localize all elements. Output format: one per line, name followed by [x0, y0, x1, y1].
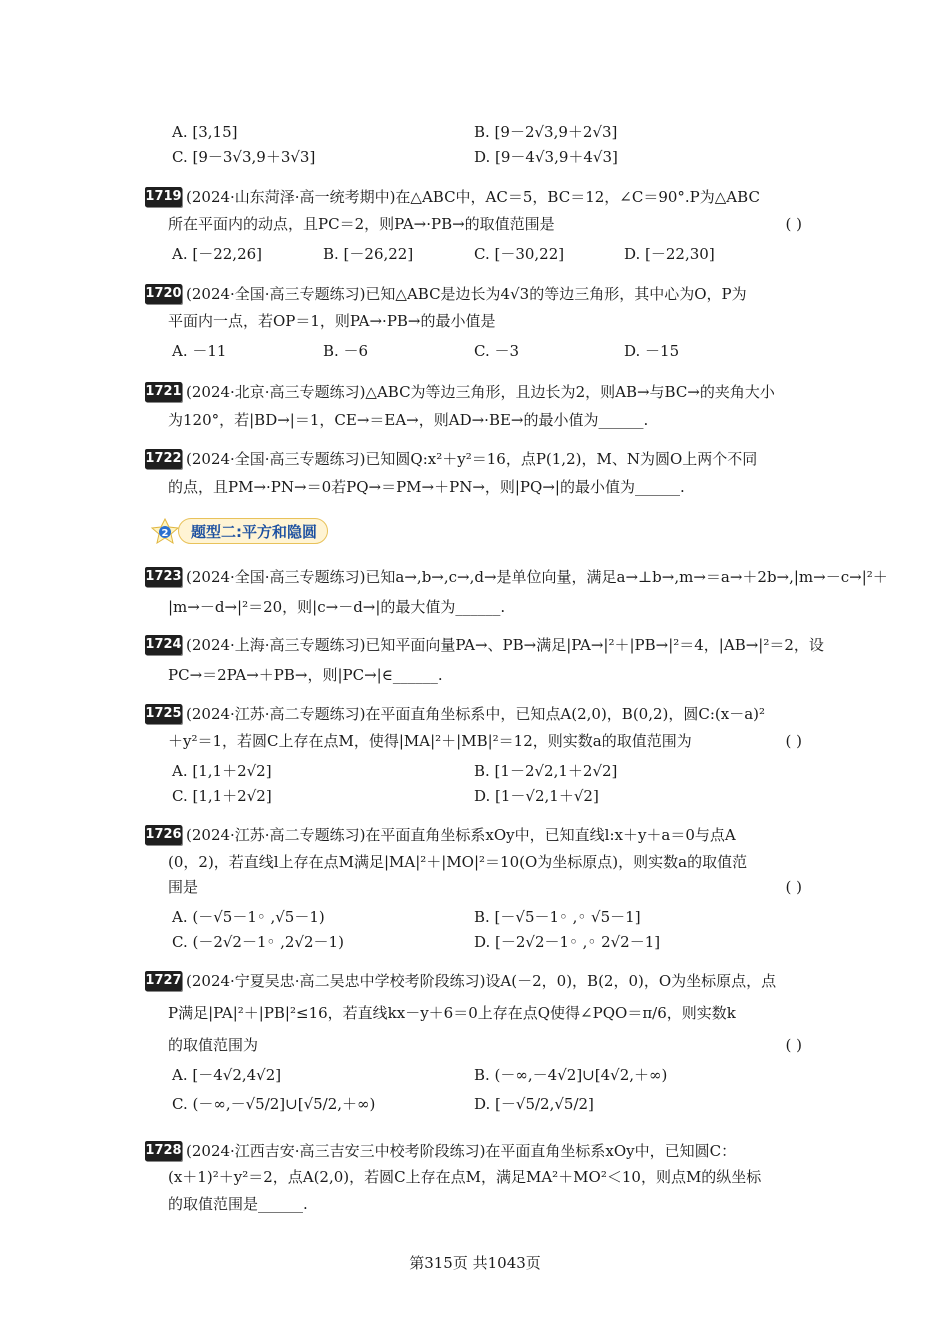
option-d: D. [－√5/2,√5/2]: [474, 1095, 594, 1113]
option-a: A. [－4√2,4√2]: [172, 1066, 282, 1084]
option-d: D. [1－√2,1＋√2]: [474, 787, 599, 805]
option-b: B. [1－2√2,1＋2√2]: [474, 762, 618, 780]
problem-text: ＋y²＝1，若圆C上存在点M，使得|MA|²＋|MB|²＝12，则实数a的取值范围为: [168, 732, 692, 750]
option-b: B. [－26,22]: [323, 245, 414, 263]
problem-text: (2024·全国·高三专题练习)已知△ABC是边长为4√3的等边三角形，其中心为O，P为: [186, 285, 747, 303]
problem-text: (2024·全国·高三专题练习)已知圆Q:x²＋y²＝16，点P(1,2)，M、N为圆O上两个不同: [186, 450, 758, 468]
option-a: A. [3,15]: [172, 123, 238, 141]
problem-text: (x＋1)²＋y²＝2，点A(2,0)，若圆C上存在点M，满足MA²＋MO²＜10，则点M的纵坐标: [168, 1168, 762, 1186]
option-d: D. [－2√2－1◦ ,◦ 2√2－1]: [474, 933, 661, 951]
problem-number: 1723: [145, 567, 182, 587]
problem-text: (2024·全国·高三专题练习)已知a→,b→,c→,d→是单位向量，满足a→⊥b→,m→＝a→＋2b→,|m→－c→|²＋: [186, 568, 888, 586]
option-c: C. (－2√2－1◦ ,2√2－1): [172, 933, 344, 951]
problem-number: 1719: [145, 187, 182, 207]
option-b: B. [－√5－1◦ ,◦ √5－1]: [474, 908, 641, 926]
option-a: A. (－√5－1◦ ,√5－1): [172, 908, 325, 926]
problem-text: |m→－d→|²＝20，则|c→－d→|的最大值为______.: [168, 598, 506, 616]
option-a: A. [－22,26]: [172, 245, 263, 263]
answer-parentheses: ( ): [785, 215, 802, 233]
problem-number: 1726: [145, 825, 182, 845]
option-b: B. －6: [323, 342, 369, 360]
answer-parentheses: ( ): [785, 1036, 802, 1054]
problem-text: PC→＝2PA→＋PB→，则|PC→|∈______.: [168, 666, 443, 684]
answer-parentheses: ( ): [785, 732, 802, 750]
problem-text: 围是: [168, 878, 199, 896]
option-d: D. －15: [624, 342, 680, 360]
section-title: 题型二:平方和隐圆: [178, 518, 328, 544]
problem-number: 1721: [145, 382, 182, 402]
problem-number: 1720: [145, 284, 182, 304]
option-b: B. [9－2√3,9＋2√3]: [474, 123, 618, 141]
option-d: D. [－22,30]: [624, 245, 715, 263]
problem-text: 平面内一点，若OP＝1，则PA→·PB→的最小值是: [168, 312, 496, 330]
problem-text: (2024·宁夏吴忠·高二吴忠中学校考阶段练习)设A(－2，0)，B(2，0)，O为坐标原点，点: [186, 972, 777, 990]
problem-text: (2024·江西吉安·高三吉安三中校考阶段练习)在平面直角坐标系xOy中，已知圆C：: [186, 1142, 737, 1160]
problem-text: 的点，且PM→·PN→＝0若PQ→＝PM→＋PN→，则|PQ→|的最小值为______.: [168, 478, 685, 496]
star-badge-icon: [150, 518, 180, 544]
problem-number: 1728: [145, 1141, 182, 1161]
problem-text: (2024·上海·高三专题练习)已知平面向量PA→、PB→满足|PA→|²＋|PB→|²＝4，|AB→|²＝2，设: [186, 636, 824, 654]
option-c: C. [9－3√3,9＋3√3]: [172, 148, 316, 166]
section-number: 2: [161, 528, 169, 539]
option-d: D. [9－4√3,9＋4√3]: [474, 148, 618, 166]
page-footer: 第315页 共1043页: [409, 1254, 541, 1272]
problem-text: (2024·北京·高三专题练习)△ABC为等边三角形，且边长为2，则AB→与BC→的夹角大小: [186, 383, 775, 401]
option-c: C. [－30,22]: [474, 245, 565, 263]
problem-text: (0，2)，若直线l上存在点M满足|MA|²＋|MO|²＝10(O为坐标原点)，则实数a的取值范: [168, 853, 748, 871]
problem-text: P满足|PA|²＋|PB|²≤16，若直线kx－y＋6＝0上存在点Q使得∠PQO＝π/6，则实数k: [168, 1004, 736, 1022]
problem-number: 1725: [145, 704, 182, 724]
problem-text: (2024·山东菏泽·高一统考期中)在△ABC中，AC＝5，BC＝12，∠C＝90°.P为△ABC: [186, 188, 760, 206]
problem-number: 1724: [145, 635, 182, 655]
problem-text: 的取值范围是______.: [168, 1195, 308, 1213]
problem-text: 所在平面内的动点，且PC＝2，则PA→·PB→的取值范围是: [168, 215, 555, 233]
section-header: [150, 516, 332, 546]
answer-parentheses: ( ): [785, 878, 802, 896]
option-c: C. －3: [474, 342, 520, 360]
option-a: A. －11: [172, 342, 227, 360]
problem-number: 1722: [145, 449, 182, 469]
problem-text: (2024·江苏·高二专题练习)在平面直角坐标系xOy中，已知直线l:x＋y＋a＝0与点A: [186, 826, 736, 844]
option-a: A. [1,1＋2√2]: [172, 762, 272, 780]
problem-text: (2024·江苏·高二专题练习)在平面直角坐标系中，已知点A(2,0)，B(0,2)，圆C:(x－a)²: [186, 705, 766, 723]
problem-text: 的取值范围为: [168, 1036, 259, 1054]
problem-text: 为120°，若|BD→|＝1，CE→＝EA→，则AD→·BE→的最小值为______.: [168, 411, 649, 429]
option-c: C. (－∞,－√5/2]∪[√5/2,＋∞): [172, 1095, 376, 1113]
option-c: C. [1,1＋2√2]: [172, 787, 272, 805]
problem-number: 1727: [145, 971, 182, 991]
option-b: B. (－∞,－4√2]∪[4√2,＋∞): [474, 1066, 668, 1084]
